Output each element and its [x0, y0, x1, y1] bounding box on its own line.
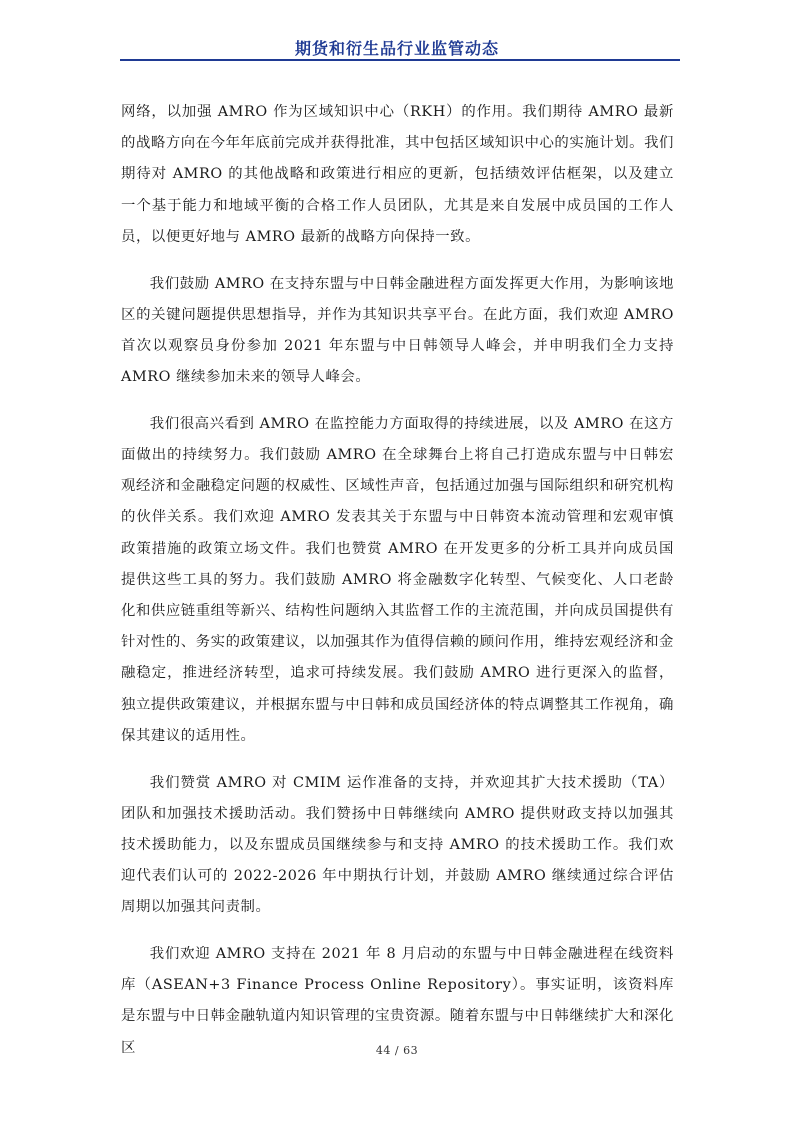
paragraph-3: 我们很高兴看到 AMRO 在监控能力方面取得的持续进展，以及 AMRO 在这方面做出的持续努力。我们鼓励 AMRO 在全球舞台上将自己打造成东盟与中日韩宏观经济和金融稳定问题的权威性、区域性声音，包括通过加强与国际组织和研究机构的伙伴关系。我们欢迎 AMRO 发表其关于东盟与中日韩资本流动管理和宏观审慎政策措施的政策立场文件。我们也赞赏 AMRO 在开发更多的分析工具并向成员国提供这些工具的努力。我们鼓励 AMRO 将金融数字化转型、气候变化、人口老龄化和供应链重组等新兴、结构性问题纳入其监督工作的主流范围，并向成员国提供有针对性的、务实的政策建议，以加强其作为值得信赖的顾问作用，维持宏观经济和金融稳定，推进经济转型，追求可持续发展。我们鼓励 AMRO 进行更深入的监督，独立提供政策建议，并根据东盟与中日韩和成员国经济体的特点调整其工作视角，确保其建议的适用性。: [121, 415, 674, 744]
paragraph-5: 我们欢迎 AMRO 支持在 2021 年 8 月启动的东盟与中日韩金融进程在线资料库（ASEAN+3 Finance Process Online Repository）。事实证明，该资料库是东盟与中日韩金融轨道内知识管理的宝贵资源。随着东盟与中日韩继续扩大和深化区: [121, 946, 674, 1056]
paragraph-2: 我们鼓励 AMRO 在支持东盟与中日韩金融进程方面发挥更大作用，为影响该地区的关键问题提供思想指导，并作为其知识共享平台。在此方面，我们欢迎 AMRO 首次以观察员身份参加 2021 年东盟与中日韩领导人峰会，并申明我们全力支持 AMRO 继续参加未来的领导人峰会。: [121, 275, 674, 386]
header-divider: [120, 59, 680, 61]
page-header-title: 期货和衍生品行业监管动态: [294, 39, 499, 58]
paragraph-1: 网络，以加强 AMRO 作为区域知识中心（RKH）的作用。我们期待 AMRO 最新的战略方向在今年年底前完成并获得批准，其中包括区域知识中心的实施计划。我们期待对 AMRO 的其他战略和政策进行相应的更新，包括绩效评估框架，以及建立一个基于能力和地域平衡的合格工作人员团队，尤其是来自发展中成员国的工作人员，以便更好地与 AMRO 最新的战略方向保持一致。: [121, 104, 674, 245]
page-number: 44 / 63: [375, 1044, 419, 1057]
paragraph-4: 我们赞赏 AMRO 对 CMIM 运作准备的支持，并欢迎其扩大技术援助（TA）团队和加强技术援助活动。我们赞扬中日韩继续向 AMRO 提供财政支持以加强其技术援助能力，以及东盟成员国继续参与和支持 AMRO 的技术援助工作。我们欢迎代表们认可的 2022-2026 年中期执行计划，并鼓励 AMRO 继续通过综合评估周期以加强其问责制。: [121, 774, 674, 916]
document-body: [121, 97, 674, 1079]
